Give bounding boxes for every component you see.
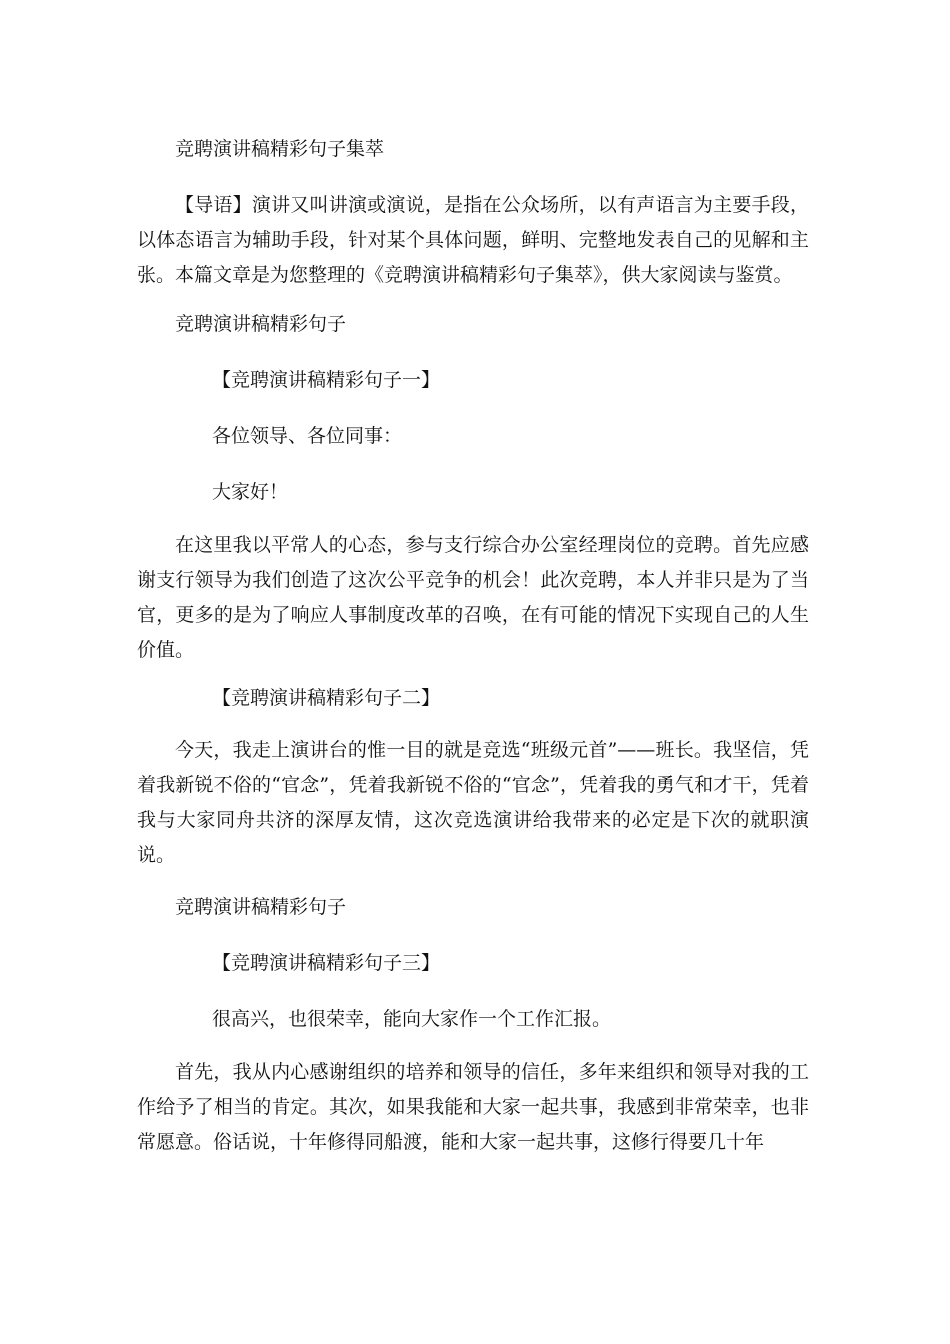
sub-heading: 【竞聘演讲稿精彩句子二】 [212, 687, 441, 709]
intro-paragraph: 【导语】演讲又叫讲演或演说，是指在公众场所，以有声语言为主要手段，以体态语言为辅助手段，针对某个具体问题，鲜明、完整地发表自己的见解和主张。本篇文章是为您整理的《竞聘演讲稿精彩句子集萃》，供大家阅读与鉴赏。 [137, 194, 809, 286]
body-line: 很高兴，也很荣幸，能向大家作一个工作汇报。 [212, 1008, 612, 1030]
hello-line: 大家好！ [212, 481, 289, 503]
section-heading: 竞聘演讲稿精彩句子 [175, 896, 347, 918]
document-title: 竞聘演讲稿精彩句子集萃 [175, 138, 385, 160]
body-paragraph: 首先，我从内心感谢组织的培养和领导的信任，多年来组织和领导对我的工作给予了相当的肯定。其次，如果我能和大家一起共事，我感到非常荣幸，也非常愿意。俗话说，十年修得同船渡，能和大家一起共事，这修行得要几十年 [137, 1061, 809, 1153]
sub-heading: 【竞聘演讲稿精彩句子三】 [212, 952, 441, 974]
body-paragraph: 今天，我走上演讲台的惟一目的就是竞选“班级元首”——班长。我坚信，凭着我新锐不俗的“官念”，凭着我新锐不俗的“官念”，凭着我的勇气和才干，凭着我与大家同舟共济的深厚友情，这次竞选演讲给我带来的必定是下次的就职演说。 [137, 739, 809, 866]
section-heading: 竞聘演讲稿精彩句子 [175, 313, 347, 335]
greeting-line: 各位领导、各位同事： [212, 425, 403, 447]
sub-heading: 【竞聘演讲稿精彩句子一】 [212, 369, 441, 391]
body-paragraph: 在这里我以平常人的心态，参与支行综合办公室经理岗位的竞聘。首先应感谢支行领导为我们创造了这次公平竞争的机会！此次竞聘，本人并非只是为了当官，更多的是为了响应人事制度改革的召唤，在有可能的情况下实现自己的人生价值。 [137, 534, 809, 661]
